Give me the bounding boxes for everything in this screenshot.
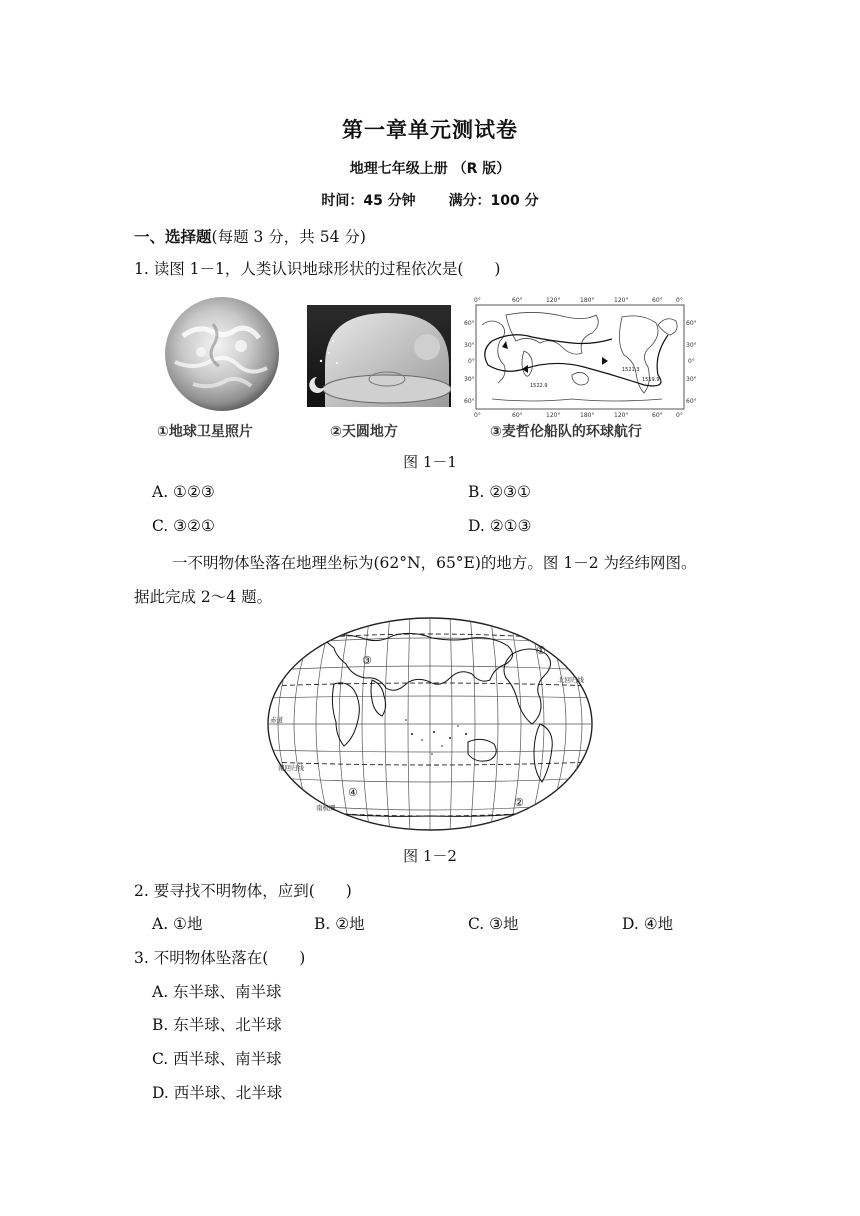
svg-text:0°: 0° <box>688 358 695 365</box>
tropic-n-label: 北回归线 <box>558 676 584 684</box>
earth-satellite-photo-icon <box>153 296 291 414</box>
exam-score: 满分：100 分 <box>448 193 539 209</box>
round-sky-square-earth-icon <box>307 305 451 407</box>
tropic-s-label: 南回归线 <box>278 764 304 772</box>
svg-text:0°: 0° <box>468 358 475 365</box>
q3-option-a: A. 东半球、南半球 <box>152 983 282 1001</box>
figure1-caption-2: ②天圆地方 <box>330 424 398 440</box>
svg-text:60°: 60° <box>464 398 475 405</box>
svg-text:60°: 60° <box>464 320 475 327</box>
passage-line-1: 一不明物体坠落在地理坐标为(62°N，65°E)的地方。图 1－2 为经纬网图。 <box>172 554 697 572</box>
figure2-number: 图 1－2 <box>403 847 457 865</box>
q2-option-a: A. ①地 <box>152 915 203 933</box>
exam-time: 时间：45 分钟 <box>321 193 416 209</box>
svg-text:120°: 120° <box>614 297 629 304</box>
q3-option-d: D. 西半球、北半球 <box>152 1084 283 1102</box>
figure1-number: 图 1－1 <box>403 453 457 471</box>
question-2-stem: 2. 要寻找不明物体，应到( ) <box>134 882 352 900</box>
equator-label: 赤道 <box>270 716 283 724</box>
figure1-caption-1: ①地球卫星照片 <box>157 424 253 440</box>
svg-text:30°: 30° <box>686 342 697 349</box>
voyage-label-3: 1522.9 <box>530 383 548 389</box>
map-marker-3: ③ <box>362 654 372 667</box>
q2-option-d: D. ④地 <box>622 915 674 933</box>
exam-info <box>0 190 860 210</box>
svg-text:30°: 30° <box>686 376 697 383</box>
q2-option-b: B. ②地 <box>314 915 365 933</box>
q3-option-c: C. 西半球、南半球 <box>152 1050 282 1068</box>
map-marker-1: ① <box>536 644 546 657</box>
magellan-voyage-map-icon <box>462 295 700 419</box>
q1-option-c: C. ③②① <box>152 517 215 535</box>
q1-option-d: D. ②①③ <box>468 517 532 535</box>
q1-option-a: A. ①②③ <box>152 483 215 501</box>
passage-line-2: 据此完成 2～4 题。 <box>134 588 273 606</box>
page-title: 第一章单元测试卷 <box>342 118 518 142</box>
svg-text:120°: 120° <box>614 412 629 419</box>
figure1-caption-3: ③麦哲伦船队的环球航行 <box>490 424 642 440</box>
map-marker-2: ② <box>514 796 524 809</box>
svg-text:0°: 0° <box>474 297 481 304</box>
svg-text:120°: 120° <box>546 297 561 304</box>
svg-text:60°: 60° <box>652 297 663 304</box>
svg-text:30°: 30° <box>464 342 475 349</box>
voyage-label-2: 1519.9 <box>642 377 660 383</box>
section-note: (每题 3 分，共 54 分) <box>211 228 366 246</box>
svg-text:0°: 0° <box>474 412 481 419</box>
svg-text:60°: 60° <box>512 412 523 419</box>
svg-text:180°: 180° <box>580 412 595 419</box>
svg-text:30°: 30° <box>464 376 475 383</box>
world-graticule-map-icon <box>262 614 598 834</box>
q1-option-b: B. ②③① <box>468 483 531 501</box>
section-label: 一、选择题 <box>134 228 212 246</box>
polar-s-label: 南极圈 <box>316 804 336 812</box>
svg-text:60°: 60° <box>512 297 523 304</box>
q3-option-b: B. 东半球、北半球 <box>152 1016 282 1034</box>
svg-text:0°: 0° <box>676 297 683 304</box>
svg-text:60°: 60° <box>652 412 663 419</box>
svg-text:0°: 0° <box>676 412 683 419</box>
voyage-label-1: 1521.3 <box>622 367 640 373</box>
q2-option-c: C. ③地 <box>468 915 519 933</box>
section-heading <box>134 225 366 247</box>
svg-text:60°: 60° <box>686 320 697 327</box>
svg-text:120°: 120° <box>546 412 561 419</box>
svg-text:60°: 60° <box>686 398 697 405</box>
page-subtitle: 地理七年级上册 （R 版） <box>349 161 511 177</box>
svg-text:180°: 180° <box>580 297 595 304</box>
question-1-stem: 1. 读图 1－1，人类认识地球形状的过程依次是( ) <box>134 260 501 278</box>
question-3-stem: 3. 不明物体坠落在( ) <box>134 949 306 967</box>
map-marker-4: ④ <box>348 786 358 799</box>
